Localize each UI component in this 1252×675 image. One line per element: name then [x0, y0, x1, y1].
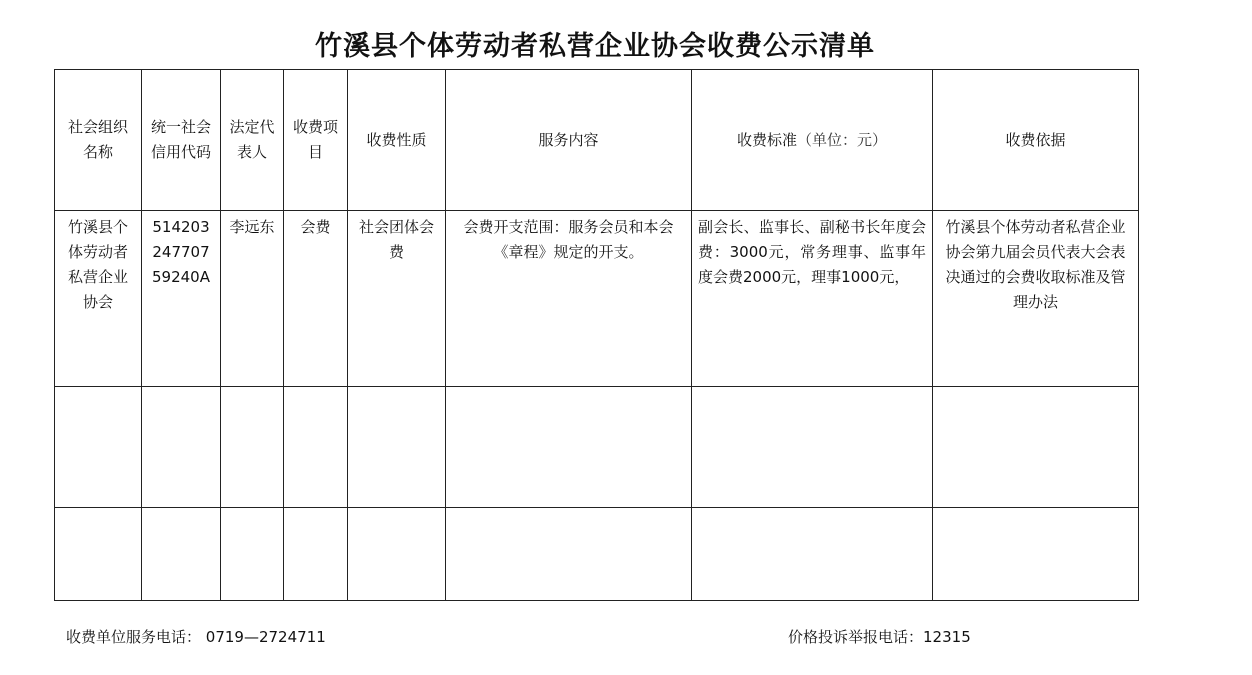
fee-standard-label: 收费标准 — [736, 130, 797, 149]
header-org-name: 社会组织名称 — [55, 70, 142, 211]
header-credit-code: 统一社会信用代码 — [142, 70, 221, 211]
page-title: 竹溪县个体劳动者私营企业协会收费公示清单 — [315, 31, 875, 62]
header-fee-basis: 收费依据 — [933, 70, 1139, 211]
fee-standard-unit: （单位：元） — [797, 130, 888, 149]
empty-cell — [221, 508, 284, 601]
complaint-phone-label: 价格投诉举报电话： — [788, 628, 924, 646]
cell-fee-nature: 社会团体会费 — [348, 211, 446, 387]
fee-disclosure-table — [54, 69, 1139, 601]
empty-cell — [446, 387, 692, 508]
empty-cell — [692, 508, 933, 601]
service-phone-label: 收费单位服务电话： — [66, 628, 202, 646]
header-service-content: 服务内容 — [446, 70, 692, 211]
complaint-phone-number: 12315 — [923, 628, 971, 646]
header-fee-nature: 收费性质 — [348, 70, 446, 211]
empty-cell — [933, 508, 1139, 601]
empty-cell — [55, 387, 142, 508]
cell-fee-standard: 副会长、监事长、副秘书长年度会费：3000元，常务理事、监事年度会费2000元，理事1000元， — [692, 211, 933, 387]
empty-cell — [55, 508, 142, 601]
complaint-phone-line — [788, 626, 971, 647]
cell-legal-rep: 李远东 — [221, 211, 284, 387]
empty-cell — [284, 387, 348, 508]
empty-cell — [692, 387, 933, 508]
header-fee-standard — [692, 70, 933, 211]
cell-fee-basis: 竹溪县个体劳动者私营企业协会第九届会员代表大会表决通过的会费收取标准及管理办法 — [933, 211, 1139, 387]
empty-cell — [284, 508, 348, 601]
empty-cell — [933, 387, 1139, 508]
empty-cell — [446, 508, 692, 601]
table-row — [55, 211, 1139, 387]
cell-service-content: 会费开支范围：服务会员和本会《章程》规定的开支。 — [446, 211, 692, 387]
cell-fee-item: 会费 — [284, 211, 348, 387]
header-fee-item: 收费项目 — [284, 70, 348, 211]
service-phone-number: 0719—2724711 — [205, 628, 326, 646]
empty-cell — [142, 387, 221, 508]
service-phone-line — [66, 626, 326, 647]
empty-cell — [221, 387, 284, 508]
empty-cell — [348, 508, 446, 601]
empty-cell — [348, 387, 446, 508]
table-header-row — [55, 70, 1139, 211]
empty-table-row — [55, 508, 1139, 601]
empty-table-row — [55, 387, 1139, 508]
cell-credit-code: 51420324770759240A — [142, 211, 221, 387]
header-legal-rep: 法定代表人 — [221, 70, 284, 211]
empty-cell — [142, 508, 221, 601]
cell-org-name: 竹溪县个体劳动者私营企业协会 — [55, 211, 142, 387]
